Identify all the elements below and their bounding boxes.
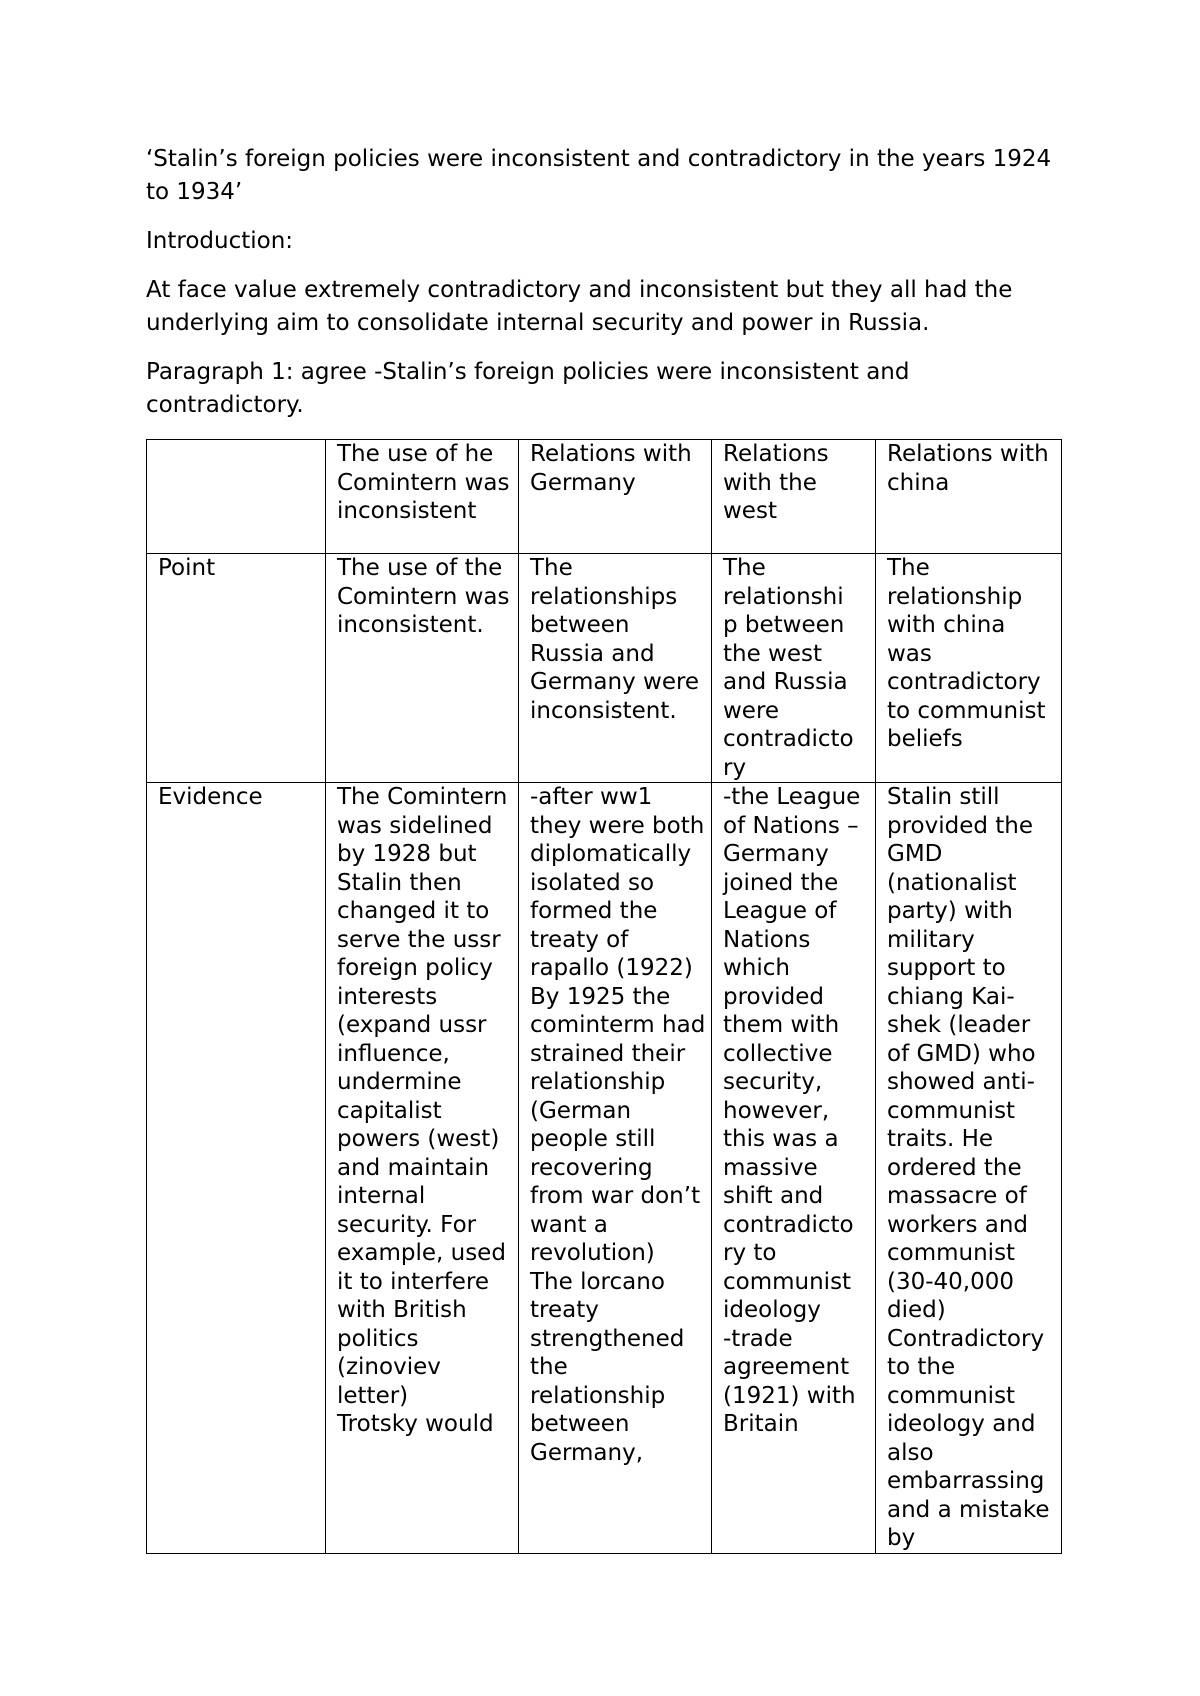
row-label-point: Point	[147, 554, 326, 783]
table-header-row	[147, 440, 1062, 554]
paragraph-heading: Paragraph 1: agree -Stalin’s foreign policies were inconsistent and contradictory.	[146, 359, 910, 418]
evidence-cell-china: Stalin still provided the GMD (nationalist party) with military support to chiang Kai-shek (leader of GMD) who showed anti-communist traits. He ordered the massacre of workers and communist (30-40,000 died) Contradictory to the communist ideology and also embarrassing and a mistake by	[876, 783, 1062, 1554]
table-row	[147, 554, 1062, 783]
essay-title: ‘Stalin’s foreign policies were inconsistent and contradictory in the years 1924 to 1934’	[146, 146, 1052, 205]
header-cell-germany: Relations with Germany	[519, 440, 712, 554]
evidence-cell-comintern: The Comintern was sidelined by 1928 but Stalin then changed it to serve the ussr foreign policy interests (expand ussr influence, undermine capitalist powers (west) and maintain internal security. For example, used it to interfere with British politics (zinoviev letter) Trotsky would	[326, 783, 519, 1554]
point-cell-china: The relationship with china was contradictory to communist beliefs	[876, 554, 1062, 783]
analysis-table	[146, 439, 1062, 1554]
table-row	[147, 783, 1062, 1554]
header-cell-empty	[147, 440, 326, 554]
header-cell-comintern: The use of he Comintern was inconsistent	[326, 440, 519, 554]
row-label-evidence: Evidence	[147, 783, 326, 1554]
intro-heading: Introduction:	[146, 228, 294, 254]
point-cell-germany: The relationships between Russia and Germany were inconsistent.	[519, 554, 712, 783]
header-cell-china: Relations with china	[876, 440, 1062, 554]
header-cell-west: Relations with the west	[712, 440, 876, 554]
point-cell-comintern: The use of the Comintern was inconsistent.	[326, 554, 519, 783]
point-cell-west: The relationshi p between the west and Russia were contradicto ry	[712, 554, 876, 783]
evidence-cell-germany: -after ww1 they were both diplomatically isolated so formed the treaty of rapallo (1922) By 1925 the cominterm had strained their relationship (German people still recovering from war don’t want a revolution) The lorcano treaty strengthened the relationship between Germany,	[519, 783, 712, 1554]
evidence-cell-west: -the League of Nations – Germany joined the League of Nations which provided them with collective security, however, this was a massive shift and contradicto ry to communist ideology -trade agreement (1921) with Britain	[712, 783, 876, 1554]
intro-body: At face value extremely contradictory and inconsistent but they all had the underlying aim to consolidate internal security and power in Russia.	[146, 277, 1013, 336]
